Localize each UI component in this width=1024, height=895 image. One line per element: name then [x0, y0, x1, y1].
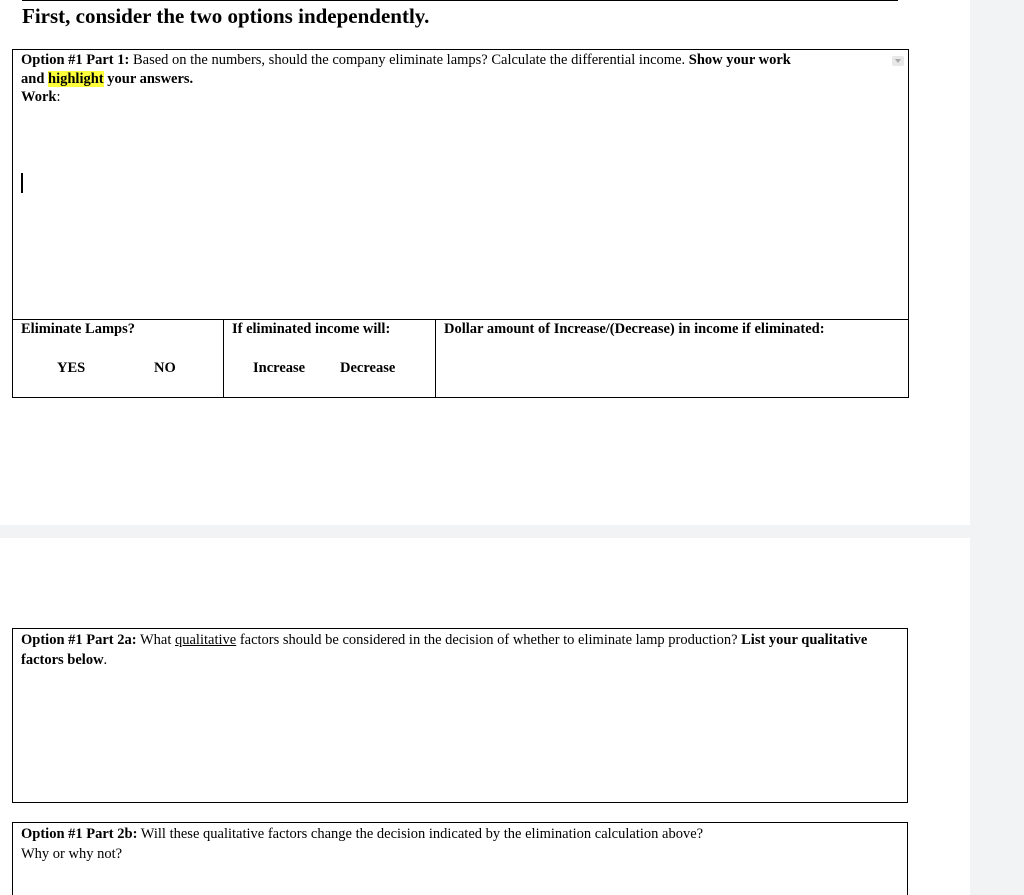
- income-change-header: If eliminated income will:: [232, 321, 391, 337]
- your-answers-text: your answers.: [103, 71, 194, 87]
- chevron-down-icon[interactable]: [892, 56, 904, 66]
- option1-part2a-prompt: [21, 630, 891, 670]
- option1-part1-box[interactable]: [12, 49, 909, 398]
- option1-part1-label: Option #1 Part 1:: [21, 52, 130, 68]
- work-label-text: Work: [21, 89, 57, 105]
- option1-part2b-box[interactable]: [12, 822, 908, 895]
- answer-table-row: [13, 319, 908, 397]
- qualitative-word: qualitative: [174, 632, 237, 648]
- increase-option[interactable]: Increase: [253, 360, 306, 376]
- decrease-option[interactable]: Decrease: [340, 360, 396, 376]
- list-factors-instruction: List your qualitative factors below: [21, 632, 868, 668]
- no-option[interactable]: NO: [154, 360, 176, 376]
- part2b-question: Will these qualitative factors change the decision indicated by the elimination calculation above?: [137, 826, 704, 842]
- part2a-pre: What: [136, 632, 175, 648]
- section-heading: First, consider the two options independently.: [22, 4, 430, 28]
- highlight-word: highlight: [48, 71, 104, 87]
- work-label: [21, 89, 60, 106]
- option1-part2b-prompt: [21, 824, 891, 864]
- income-change-cell[interactable]: [224, 320, 436, 397]
- dollar-amount-cell[interactable]: [436, 320, 908, 397]
- work-label-colon: :: [56, 89, 61, 105]
- part2b-question-line2: Why or why not?: [21, 846, 123, 862]
- part2a-question: factors should be considered in the decision of whether to eliminate lamp production?: [236, 632, 742, 648]
- option1-part2b-label: Option #1 Part 2b:: [21, 826, 138, 842]
- option1-part2a-label: Option #1 Part 2a:: [21, 632, 137, 648]
- and-text: and: [21, 71, 49, 87]
- show-work-instruction: Show your work: [688, 52, 791, 68]
- part2a-period: .: [103, 652, 108, 668]
- top-rule: [22, 0, 898, 1]
- option1-part1-prompt: [21, 51, 893, 89]
- text-cursor: [21, 173, 23, 193]
- eliminate-lamps-cell[interactable]: [13, 320, 224, 397]
- option1-part1-question: Based on the numbers, should the company eliminate lamps? Calculate the differential income.: [129, 52, 689, 68]
- option1-part2a-box[interactable]: [12, 628, 908, 803]
- dollar-amount-header: Dollar amount of Increase/(Decrease) in income if eliminated:: [444, 321, 825, 337]
- yes-option[interactable]: YES: [57, 360, 86, 376]
- eliminate-lamps-header: Eliminate Lamps?: [21, 321, 135, 337]
